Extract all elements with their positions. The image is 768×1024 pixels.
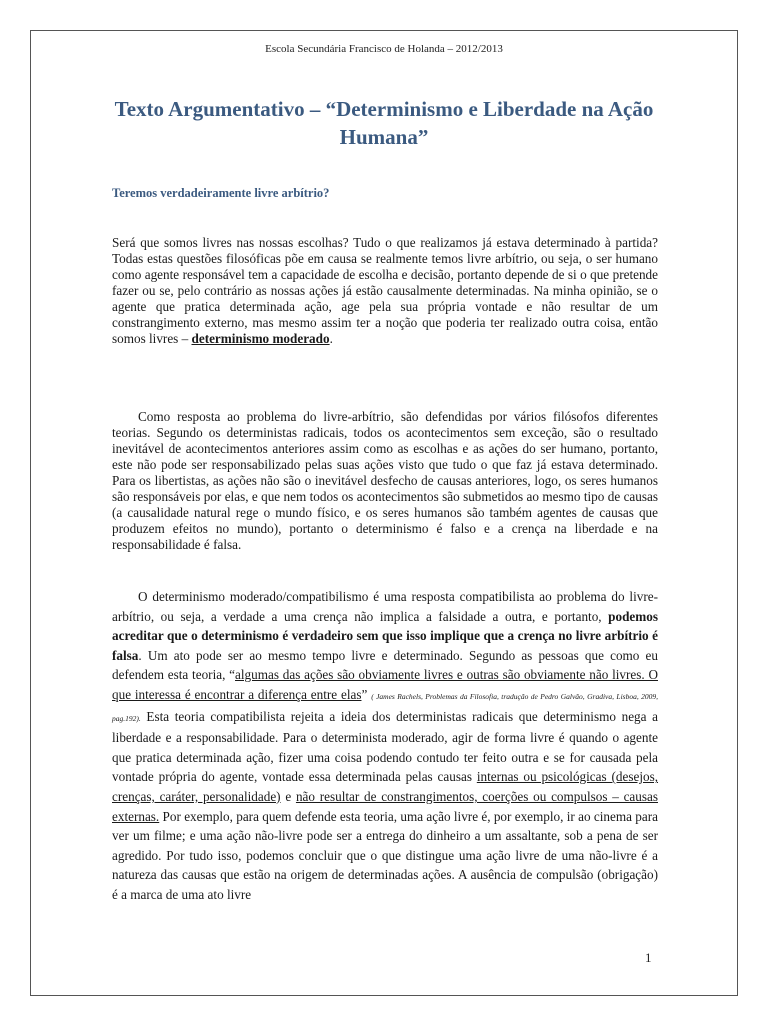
paragraph-1 [112, 235, 658, 347]
document-subtitle: Teremos verdadeiramente livre arbítrio? [112, 186, 330, 200]
document-title: Texto Argumentativo – “Determinismo e Liberdade na Ação Humana” [114, 97, 654, 149]
paragraph-1-emphasis: determinismo moderado [191, 331, 330, 346]
paragraph-1-end: . [329, 331, 333, 346]
paragraph-3-s3: ” [361, 686, 372, 702]
paragraph-3 [112, 587, 658, 905]
paragraph-3-external-causes: não resultar de constrangimentos, coerções ou compulsos – causas externas. [112, 788, 658, 824]
header-school-line: Escola Secundária Francisco de Holanda – 2012/2013 [265, 43, 503, 55]
paragraph-3-s6: Por exemplo, para quem defende esta teoria, uma ação livre é, por exemplo, ir ao cinema para ver um filme; e uma ação não-livre pode ser a entrega do dinheiro a um assaltante, sob a pena de ser agredido. Por tudo isso, podemos concluir que o que distingue uma ação livre de uma não-livre é a natureza das causas que estão na origem de determinadas ações. A ausência de compulsão (obrigação) é a marca de uma ato livre [112, 808, 658, 902]
paragraph-3-citation: ( James Rachels, Problemas da Filosofia, tradução de Pedro Galvão, Gradiva, Lisboa, 2009, pag.192). [112, 691, 658, 723]
paragraph-1-text: Será que somos livres nas nossas escolhas? Tudo o que realizamos já estava determinado à partida? Todas estas questões filosóficas põe em causa se realmente temos livre arbítrio, ou seja, o ser humano como agente responsável tem a capacidade de escolha e decisão, portanto depende de si o que pretende fazer ou se, pelo contrário as nossas ações já estão causalmente determinadas. Na minha opinião, se o agente que pratica determinada ação, age pela sua própria vontade e não resultar de um constrangimento externo, mas mesmo assim ter a noção que poderia ter realizado outra coisa, então somos livres – [112, 235, 658, 346]
paragraph-3-quote: algumas das ações são obviamente livres e outras são obviamente não livres. O que interessa é encontrar a diferença entre elas [112, 667, 658, 702]
paragraph-3-s4: Esta teoria compatibilista rejeita a ideia dos deterministas radicais que determinismo nega a liberdade e a responsabilidade. Para o determinista moderado, agir de forma livre é quando o agente que pratica determinada ação, fizer uma coisa podendo contudo ter feito outra e se for causada pela vontade própria do agente, vontade essa determinada pelas causas [112, 708, 658, 785]
paragraph-3-bold: podemos acreditar que o determinismo é verdadeiro sem que isso implique que a crença no livre arbítrio é falsa [112, 608, 658, 663]
paragraph-3-internal-causes: internas ou psicológicas (desejos, crenças, caráter, personalidade) [112, 769, 659, 804]
paragraph-3-s5: e [280, 788, 296, 804]
paragraph-2: Como resposta ao problema do livre-arbítrio, são defendidas por vários filósofos diferentes teorias. Segundo os deterministas radicais, todos os acontecimentos sem exceção, são o resultado inevitável de acontecimentos anteriores assim como as escolhas e as ações do ser humano, portanto, este não pode ser responsabilizado pelas suas ações visto que tudo o que faz já estava determinado. Para os libertistas, as ações não são o inevitável desfecho de causas anteriores, logo, os seres humanos são responsáveis por elas, e que nem todos os acontecimentos são submetidos ao mesmo tipo de causas (a causalidade natural rege o mundo físico, e os seres humanos são também agentes de causas que produzem efeitos no mundo), portanto o determinismo é falso e a crença na liberdade e na responsabilidade é falsa. [112, 409, 658, 552]
paragraph-3-s2: . Um ato pode ser ao mesmo tempo livre e determinado. Segundo as pessoas que como eu defendem esta teoria, “ [112, 647, 658, 683]
page-number: 1 [645, 950, 652, 965]
paragraph-3-s1: O determinismo moderado/compatibilismo é uma resposta compatibilista ao problema do livre-arbítrio, ou seja, a verdade a uma crença não implica a falsidade a outra, e portanto, [112, 589, 658, 624]
